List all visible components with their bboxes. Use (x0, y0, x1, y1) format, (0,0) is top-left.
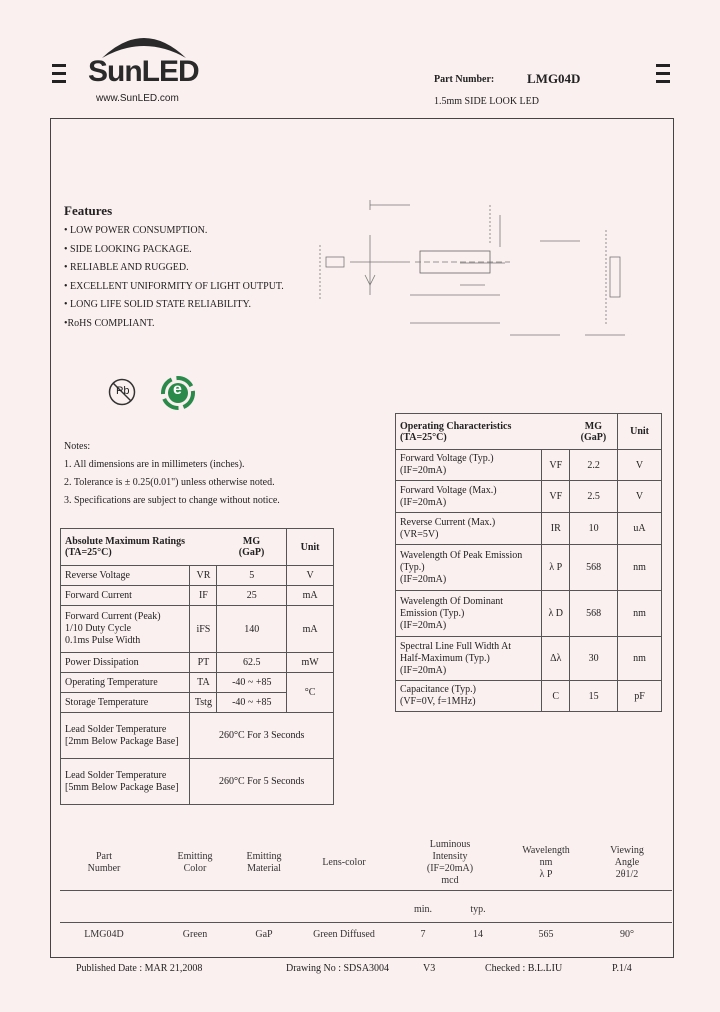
abs-max-title: Absolute Maximum Ratings (65, 536, 186, 547)
cell-part-number: LMG04D (84, 929, 124, 940)
website-link[interactable]: www.SunLED.com (96, 93, 179, 104)
part-number: LMG04D (527, 71, 581, 86)
symbol-cell: VF (542, 481, 570, 513)
unit-cell: °C (287, 673, 334, 713)
col-mg: MG (242, 536, 261, 547)
table-row (396, 513, 662, 545)
lead-free-icon: Pb (108, 378, 136, 406)
value-cell: 10 (570, 513, 618, 545)
cell-emitting-material: GaP (255, 929, 273, 940)
feature-item: • LOW POWER CONSUMPTION. (64, 225, 208, 236)
value-cell: -40 ~ +85 (217, 693, 287, 713)
param-cell: Reverse Voltage (61, 566, 190, 586)
value-cell: 62.5 (217, 653, 287, 673)
unit-cell: nm (618, 591, 662, 637)
symbol-cell: Δλ (542, 637, 570, 681)
cell-lens-color: Green Diffused (313, 929, 375, 940)
symbol-cell: IR (542, 513, 570, 545)
param-cell: Reverse Current (Max.) (VR=5V) (396, 513, 542, 545)
value-cell: 2.5 (570, 481, 618, 513)
symbol-cell: C (542, 681, 570, 712)
unit-cell: V (618, 481, 662, 513)
unit-cell: mA (287, 586, 334, 606)
table-row (61, 586, 334, 606)
symbol-cell: VF (542, 450, 570, 481)
symbol-cell: PT (190, 653, 217, 673)
param-cell: Wavelength Of Peak Emission (Typ.) (IF=20mA) (396, 545, 542, 591)
value-cell: 260°C For 3 Seconds (190, 713, 334, 759)
table-row (61, 673, 334, 693)
symbol-cell: Tstg (190, 693, 217, 713)
header-lens-color: Lens-color (322, 857, 366, 868)
col-unit: Unit (287, 529, 334, 566)
header-luminous-intensity: Luminous Intensity (IF=20mA) mcd (426, 839, 474, 886)
dimension-drawing (310, 185, 640, 345)
left-header-bars (52, 64, 66, 88)
right-header-bars (656, 64, 670, 88)
cell-typ: 14 (473, 929, 483, 940)
value-cell: 568 (570, 591, 618, 637)
cell-emitting-color: Green (182, 929, 208, 940)
operating-characteristics-table (395, 413, 662, 712)
param-cell: Forward Voltage (Typ.) (IF=20mA) (396, 450, 542, 481)
param-cell: Forward Voltage (Max.) (IF=20mA) (396, 481, 542, 513)
value-cell: 140 (217, 606, 287, 653)
feature-item: •RoHS COMPLIANT. (64, 317, 155, 329)
value-cell: -40 ~ +85 (217, 673, 287, 693)
feature-item: • SIDE LOOKING PACKAGE. (64, 243, 192, 255)
unit-cell: nm (618, 545, 662, 591)
unit-cell: mA (287, 606, 334, 653)
table-row (396, 637, 662, 681)
table-row (396, 450, 662, 481)
header-emitting-color: Emitting Color (177, 851, 213, 874)
table-row (61, 653, 334, 673)
part-subtitle: 1.5mm SIDE LOOK LED (434, 96, 539, 107)
symbol-cell: TA (190, 673, 217, 693)
header-wavelength: Wavelength nm λ P (522, 845, 570, 880)
table-row (396, 481, 662, 513)
page-number: P.1/4 (612, 963, 632, 974)
subheader-min: min. (413, 904, 433, 915)
part-number-label: Part Number: (434, 74, 495, 85)
param-cell: Wavelength Of Dominant Emission (Typ.) (IF=20mA) (396, 591, 542, 637)
value-cell: 25 (217, 586, 287, 606)
table-row (61, 759, 334, 805)
param-cell: Lead Solder Temperature [2mm Below Package Base] (61, 713, 190, 759)
table-row (396, 591, 662, 637)
note-item: 2. Tolerance is ± 0.25(0.01") unless otherwise noted. (64, 477, 275, 488)
value-cell: 2.2 (570, 450, 618, 481)
param-cell: Spectral Line Full Width At Half-Maximum (Typ.) (IF=20mA) (396, 637, 542, 681)
param-cell: Operating Temperature (61, 673, 190, 693)
subheader-typ: typ. (470, 904, 486, 915)
published-date: Published Date : MAR 21,2008 (76, 963, 203, 974)
cell-min: 7 (420, 929, 426, 940)
table-row (396, 545, 662, 591)
abs-max-condition: (TA=25°C) (65, 547, 112, 558)
header-part-number: Part Number (87, 851, 121, 874)
bottom-table-row-line (60, 922, 672, 923)
unit-cell: V (618, 450, 662, 481)
value-cell: 15 (570, 681, 618, 712)
logo: SunLED (88, 55, 199, 88)
table-row (396, 681, 662, 712)
checked-by: Checked : B.L.LIU (485, 963, 563, 974)
rohs-e-icon: e (161, 376, 195, 410)
value-cell: 5 (217, 566, 287, 586)
table-row (61, 713, 334, 759)
symbol-cell: λ P (542, 545, 570, 591)
version: V3 (423, 963, 436, 974)
param-cell: Storage Temperature (61, 693, 190, 713)
cell-viewing-angle: 90° (620, 929, 634, 940)
table-row (61, 606, 334, 653)
bottom-table-divider (60, 890, 672, 891)
symbol-cell: λ D (542, 591, 570, 637)
note-item: 3. Specifications are subject to change without notice. (64, 495, 280, 506)
param-cell: Lead Solder Temperature [5mm Below Package Base] (61, 759, 190, 805)
header-emitting-material: Emitting Material (246, 851, 282, 874)
features-title: Features (64, 203, 113, 218)
symbol-cell: iFS (190, 606, 217, 653)
drawing-number: Drawing No : SDSA3004 (286, 963, 390, 974)
notes-title: Notes: (64, 441, 91, 452)
col-unit: Unit (618, 414, 662, 450)
col-gap: (GaP) (238, 547, 265, 558)
cell-wavelength: 565 (538, 929, 554, 940)
value-cell: 260°C For 5 Seconds (190, 759, 334, 805)
absolute-max-ratings-table (60, 528, 334, 805)
feature-item: • EXCELLENT UNIFORMITY OF LIGHT OUTPUT. (64, 280, 284, 292)
unit-cell: uA (618, 513, 662, 545)
features-list (64, 222, 284, 334)
unit-cell: V (287, 566, 334, 586)
notes (64, 438, 280, 510)
col-gap: (GaP) (580, 431, 607, 443)
op-char-title: Operating Characteristics (400, 420, 512, 432)
param-cell: Forward Current (61, 586, 190, 606)
op-char-condition: (TA=25°C) (400, 431, 447, 443)
col-mg: MG (584, 420, 603, 432)
unit-cell: pF (618, 681, 662, 712)
unit-cell: nm (618, 637, 662, 681)
param-cell: Capacitance (Typ.) (VF=0V, f=1MHz) (396, 681, 542, 712)
param-cell: Power Dissipation (61, 653, 190, 673)
table-row (61, 566, 334, 586)
note-item: 1. All dimensions are in millimeters (inches). (64, 459, 245, 470)
symbol-cell: VR (190, 566, 217, 586)
header-viewing-angle: Viewing Angle 2θ1/2 (610, 845, 644, 880)
param-cell: Forward Current (Peak) 1/10 Duty Cycle 0.1ms Pulse Width (61, 606, 190, 653)
unit-cell: mW (287, 653, 334, 673)
feature-item: • RELIABLE AND RUGGED. (64, 262, 189, 274)
value-cell: 30 (570, 637, 618, 681)
feature-item: • LONG LIFE SOLID STATE RELIABILITY. (64, 299, 251, 311)
symbol-cell: IF (190, 586, 217, 606)
value-cell: 568 (570, 545, 618, 591)
